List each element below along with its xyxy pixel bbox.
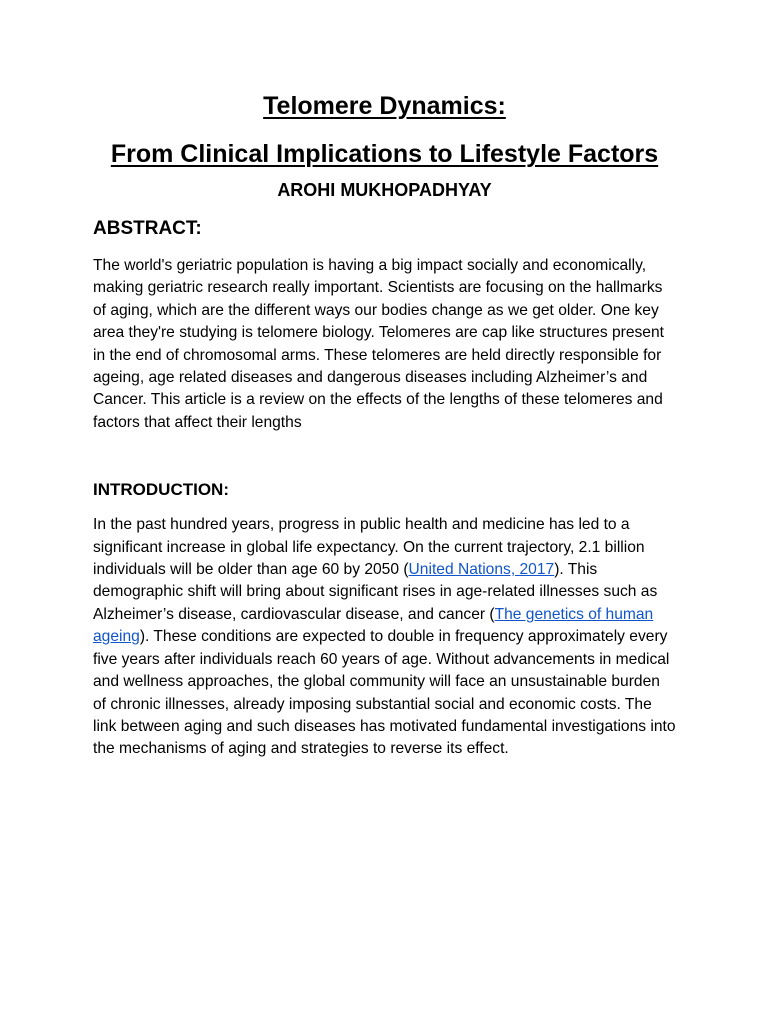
document-page [93, 88, 676, 761]
introduction-heading: INTRODUCTION: [93, 480, 229, 500]
introduction-text-1: In the past hundred years, progress in public health and medicine has led to a significant increase in global life expectancy. On the current trajectory, 2.1 billion individuals will be older than age 60 by 2050 ( [93, 516, 645, 579]
introduction-text-2: ). This demographic shift will bring about significant rises in age-related illnesses such as Alzheimer’s disease, cardiovascular disease, and cancer ( [93, 561, 658, 623]
title-line-2: From Clinical Implications to Lifestyle Factors [110, 140, 659, 168]
abstract-heading: ABSTRACT: [93, 218, 202, 239]
citation-link-united-nations[interactable]: United Nations, 2017 [408, 561, 555, 579]
abstract-paragraph: The world's geriatric population is having a big impact socially and economically, making geriatric research really important. Scientists are focusing on the hallmarks of aging, which are the different ways our bodies change as we get older. One key area they're studying is telomere biology. Telomeres are cap like structures present in the end of chromosomal arms. These telomeres are held directly responsible for ageing, age related diseases and dangerous diseases including Alzheimer’s and Cancer. This article is a review on the effects of the lengths of these telomeres and factors that affect their lengths [93, 257, 664, 431]
author-name: AROHI MUKHOPADHYAY [277, 180, 492, 200]
title-line-1: Telomere Dynamics: [263, 92, 506, 120]
introduction-text-3: ). These conditions are expected to double in frequency approximately every five years after individuals reach 60 years of age. Without advancements in medical and wellness approaches, the global community will face an unsustainable burden of chronic illnesses, already imposing substantial social and economic costs. The link between aging and such diseases has motivated fundamental investigations into the mechanisms of aging and strategies to reverse its effect. [93, 628, 676, 758]
introduction-paragraph [93, 514, 676, 760]
citation-link-genetics-human-ageing[interactable]: The genetics of human ageing [93, 605, 654, 646]
